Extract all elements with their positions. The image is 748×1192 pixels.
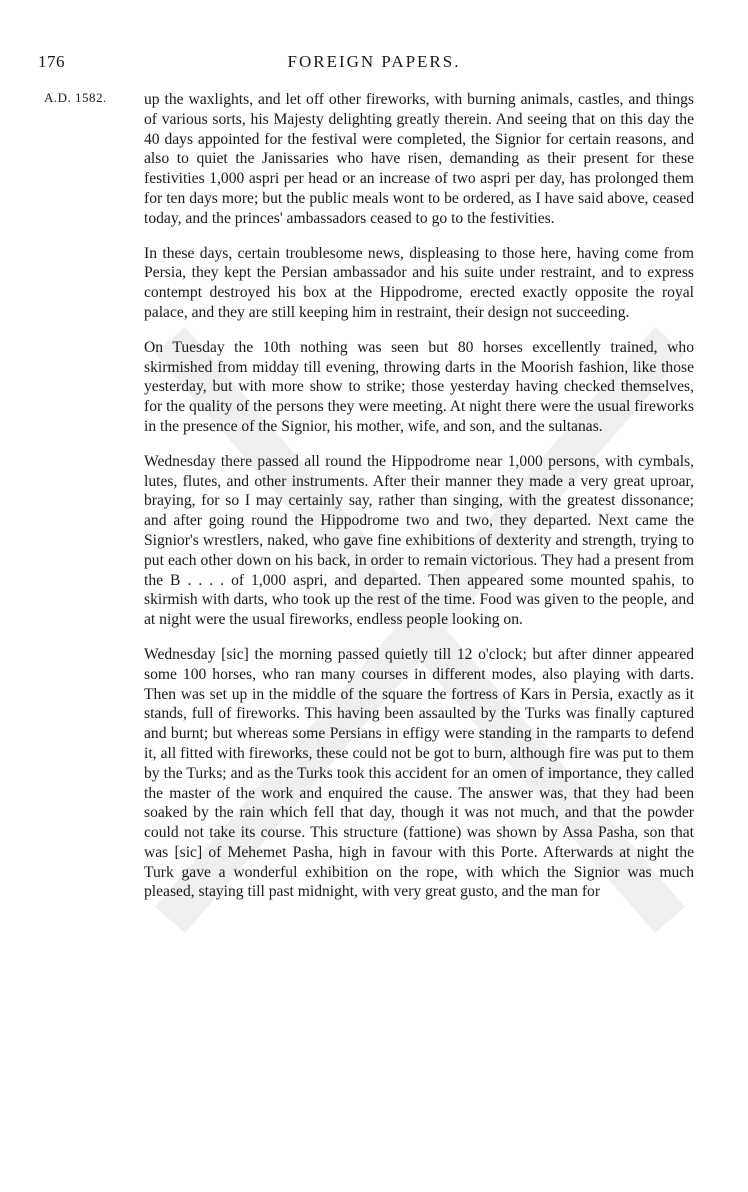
paragraph-4: Wednesday there passed all round the Hippodrome near 1,000 persons, with cymbals, lutes, flutes, and other instruments. After their manner they made a very great uproar, braying, for so I may certainly say, rather than singing, with the greatest dissonance; and after going round the Hippodrome two and two, they departed. Next came the Signior's wrestlers, naked, who gave fine exhibitions of dexterity and strength, trying to put each other down on his back, in order to remain victorious. They had a present from the B . . . . of 1,000 aspri, and departed. Then appeared some mounted spahis, to skirmish with darts, who took up the rest of the time. Food was given to the people, and at night were the usual fireworks, endless people looking on.	[144, 452, 694, 629]
page-number: 176	[38, 52, 65, 71]
paragraph-5: Wednesday [sic] the morning passed quietly till 12 o'clock; but after dinner appeared some 100 horses, who ran many courses in different modes, also playing with darts. Then was set up in the middle of the square the fortress of Kars in Persia, exactly as it stands, full of fireworks. This having been assaulted by the Turks was finally captured and burnt; but whereas some Persians in effigy were standing in the ramparts to defend it, all fitted with fireworks, these could not be got to burn, although fire was put to them by the Turks; and as the Turks took this accident for an omen of importance, they called the master of the work and enquired the cause. The answer was, that they had been soaked by the rain which fell that day, though it was not much, and that the powder could not take its course. This structure (fattione) was shown by Assa Pasha, son that was [sic] of Mehemet Pasha, high in favour with this Porte. Afterwards at night the Turk gave a wonderful exhibition on the rope, with which the Signior was much pleased, staying till past midnight, with very great gusto, and the man for	[144, 645, 694, 901]
paragraph-3: On Tuesday the 10th nothing was seen but 80 horses excellently trained, who skirmished from midday till evening, throwing darts in the Moorish fashion, like those yesterday, but with more show to strike; those yesterday having checked themselves, for the quality of the persons they were meeting. At night there were the usual fireworks in the presence of the Signior, his mother, wife, and son, and the sultanas.	[144, 338, 694, 435]
paragraph-2: In these days, certain troublesome news, displeasing to those here, having come from Persia, they kept the Persian ambassador and his suite under restraint, and to express contempt destroyed his box at the Hippodrome, erected exactly opposite the royal palace, and they are still keeping him in restraint, their design not succeeding.	[144, 244, 694, 321]
margin-date: A.D. 1582.	[44, 90, 107, 105]
document-body	[144, 90, 694, 917]
paragraph-1: up the waxlights, and let off other fireworks, with burning animals, castles, and things of various sorts, his Majesty delighting greatly therein. And seeing that on this day the 40 days appointed for the festival were completed, the Signior for certain reasons, and also to quiet the Janissaries who have risen, demanding as their present for these festivities 1,000 aspri per head or an increase of two aspri per day, has prolonged them for ten days more; but the public meals wont to be ordered, as I have said above, ceased today, and the princes' ambassadors ceased to go to the festivities.	[144, 91, 694, 227]
running-head: FOREIGN PAPERS.	[287, 52, 461, 71]
